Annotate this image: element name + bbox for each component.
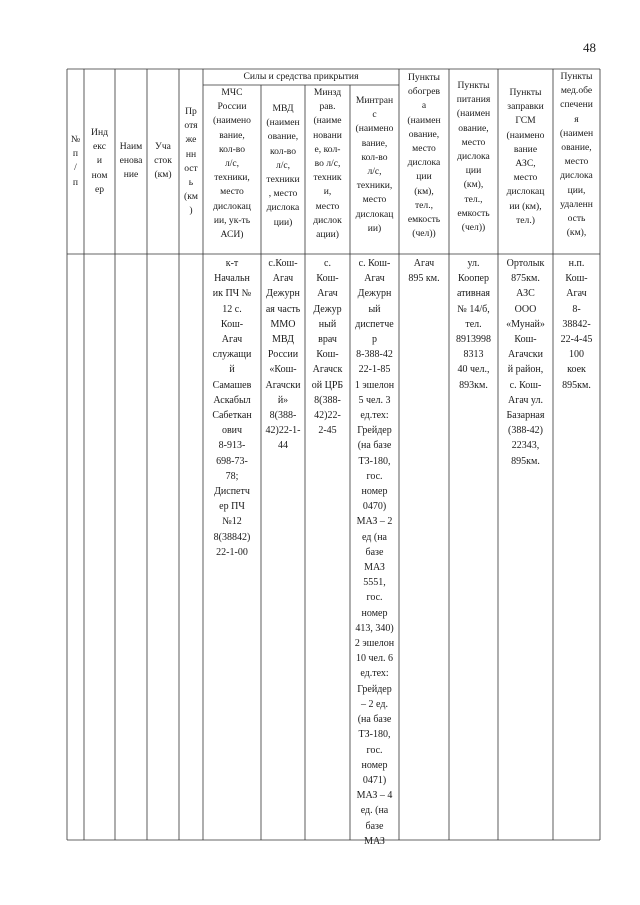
- header-col-num: № п / п: [70, 134, 81, 188]
- header-col-fuel: Пункты заправки ГСМ (наимено вание АЗС, место дислокац ии (км), тел.): [506, 87, 545, 226]
- header-col-length: Пр отя же нн ост ь (км ): [184, 106, 198, 217]
- header-col-index: Инд екс и ном ер: [91, 127, 108, 195]
- header-col-section: Уча сток (км): [154, 141, 172, 181]
- cell-minzdrav: с. Кош- Агач Дежур ный врач Кош- Агачск ой ЦРБ 8(388- 42)22- 2-45: [311, 258, 344, 437]
- header-col-mintrans: Минтран с (наимено вание, кол-во л/с, техники, место дислокац ии): [355, 95, 394, 234]
- header-col-food: Пункты питания (наимен ование, место дислока ции (км), тел., емкость (чел)): [456, 80, 491, 234]
- header-group-label: Силы и средства прикрытия: [243, 71, 359, 82]
- cell-heating: Агач 895 км.: [408, 258, 440, 285]
- page-number: 48: [583, 40, 596, 55]
- cell-medical: н.п. Кош- Агач 8- 38842- 22-4-45 100 коек 895км.: [560, 258, 593, 391]
- header-col-heating: Пункты обогрев а (наимен ование, место дислока ции (км), тел., емкость (чел)): [407, 72, 441, 240]
- cell-mvd: с.Кош- Агач Дежурн ая часть ММО МВД России «Кош- Агачски й» 8(388- 42)22-1- 44: [265, 258, 301, 452]
- header-col-mchs: МЧС России (наимено вание, кол-во л/с, техники, место дислокац ии, ук-ть АСИ): [213, 87, 251, 241]
- cell-food: ул. Коопер ативная № 14/б, тел. 8913998 8313 40 чел., 893км.: [456, 258, 491, 391]
- cell-mintrans: с. Кош- Агач Дежурн ый диспетче р 8-388-42 22-1-85 1 эшелон 5 чел. 3 ед.тех: Грейдер (на базе ТЗ-180, гос. номер 0470) МАЗ – 2 ед (на базе МАЗ 5551, гос. номер 413, 340) 2 эшелон 10 чел. 6 ед.тех: Грейдер – 2 ед. (на базе ТЗ-180, гос. номер 0471) МАЗ – 4 ед. (на базе МАЗ: [354, 258, 395, 847]
- header-col-mvd: МВД (наимен ование, кол-во л/с, техники , место дислока ции): [266, 103, 300, 228]
- cell-fuel: Ортолык 875км. АЗС ООО «Мунай» Кош- Агачски й район, с. Кош- Агач ул. Базарная (388-42) 22343, 895км.: [506, 258, 545, 467]
- cell-mchs: к-т Начальн ик ПЧ № 12 с. Кош- Агач служащи й Самашев Аскабыл Сабеткан ович 8-913- 698-73- 78; Диспетч ер ПЧ №12 8(38842) 22-1-00: [212, 258, 252, 558]
- header-col-minzdrav: Минзд рав. (наиме новани е, кол- во л/с, техник и, место дислок ации): [313, 87, 342, 241]
- header-col-name: Наим енова ние: [119, 141, 143, 181]
- header-col-medical: Пункты мед.обе спечени я (наимен ование, место дислока ции, удаленн ость (км),: [559, 71, 594, 239]
